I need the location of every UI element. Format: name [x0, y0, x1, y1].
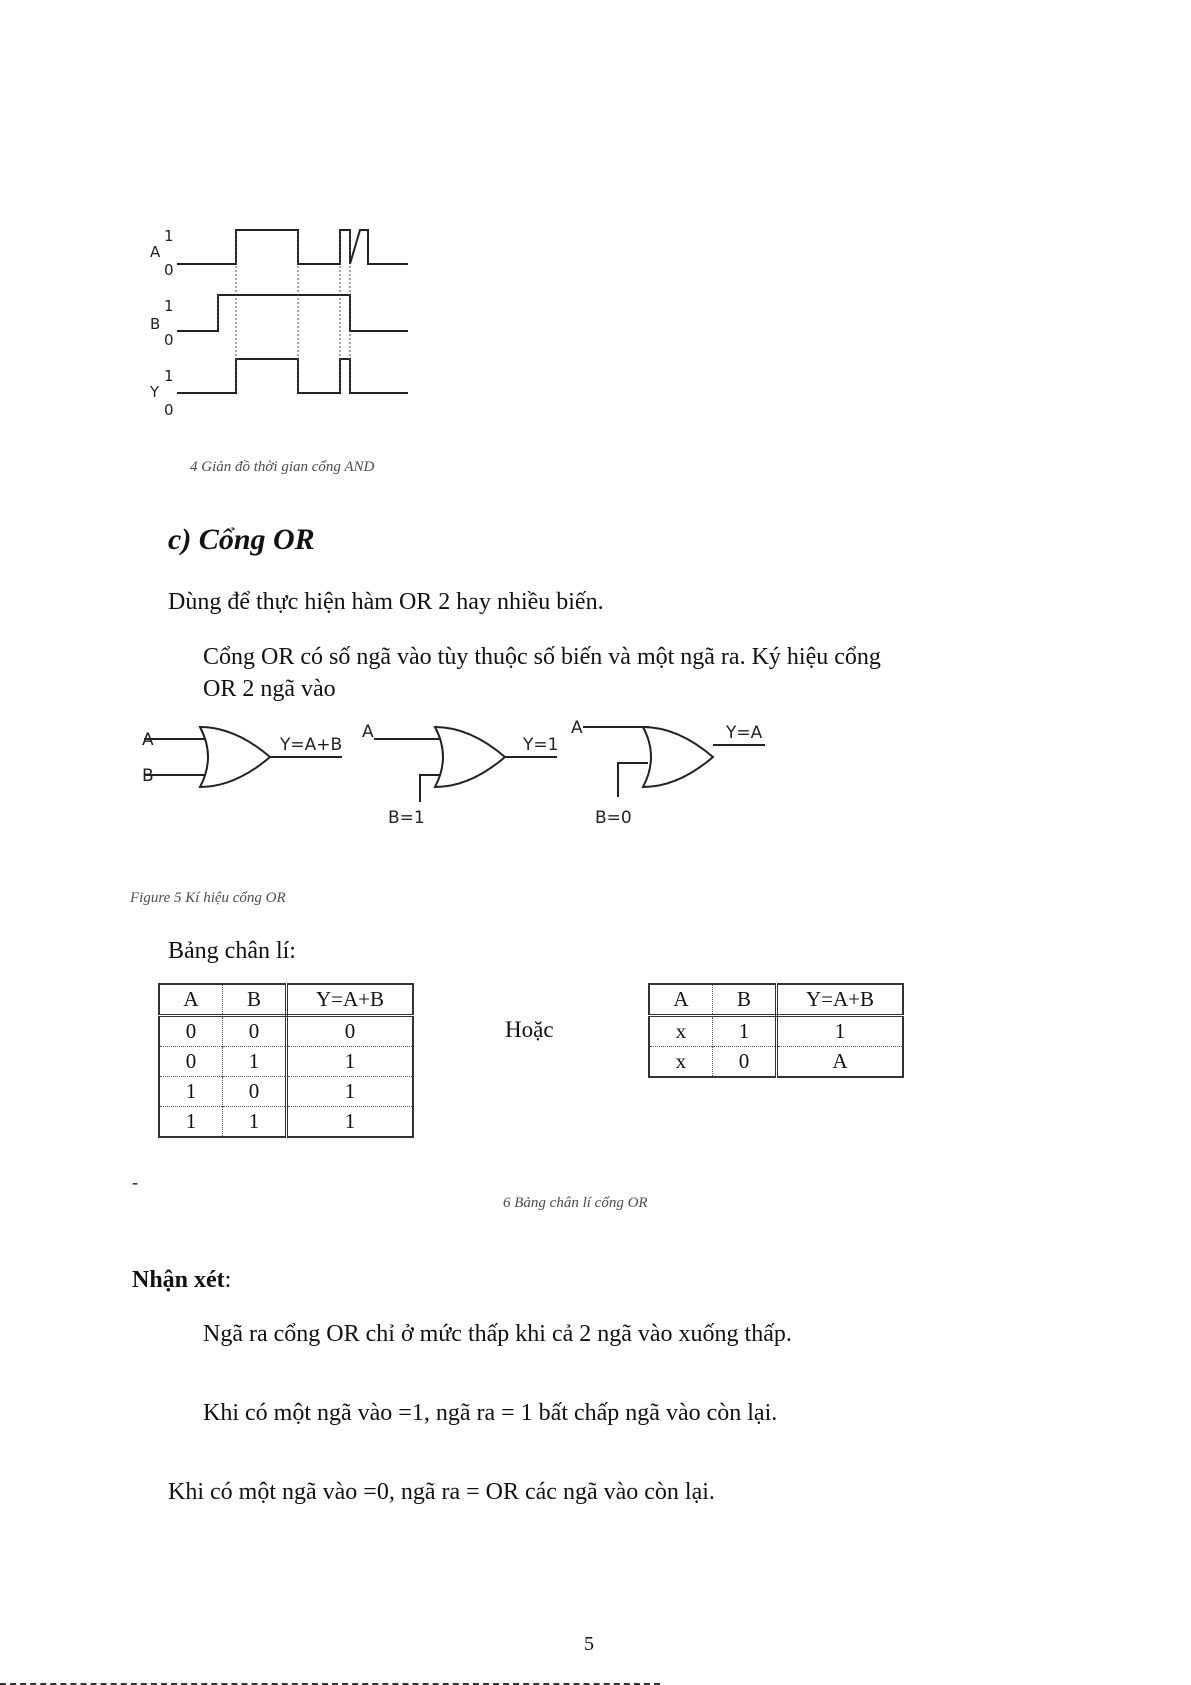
- signal-a-low: 0: [164, 261, 174, 279]
- gate-1-input-a: A: [142, 730, 154, 750]
- waveform-b: [177, 295, 408, 331]
- table-row: [159, 1077, 413, 1107]
- or-gate-symbols: [130, 712, 790, 832]
- gate-3-output: Y=A: [726, 723, 763, 743]
- description-line-1: Cổng OR có số ngã vào tùy thuộc số biến và một ngã ra. Ký hiệu cổng: [203, 644, 881, 670]
- table1-cell: 0: [159, 1047, 223, 1077]
- table1-cell: 1: [223, 1047, 287, 1077]
- truth-table-full: [158, 983, 414, 1138]
- signal-y-high: 1: [164, 367, 174, 385]
- section-heading: c) Cổng OR: [168, 523, 315, 556]
- table1-header-a: A: [159, 984, 223, 1016]
- gate-2-output: Y=1: [523, 735, 559, 755]
- table-row: [649, 1016, 903, 1047]
- description-line-2: OR 2 ngã vào: [203, 676, 336, 702]
- table1-cell: 1: [287, 1107, 414, 1138]
- signal-b-name: B: [150, 315, 161, 333]
- signal-a-high: 1: [164, 227, 174, 245]
- signal-b-high: 1: [164, 297, 174, 315]
- signal-y-name: Y: [150, 383, 160, 401]
- signal-a-name: A: [150, 243, 161, 261]
- gate-1-input-b: B: [142, 766, 154, 786]
- table2-cell: 1: [834, 1019, 846, 1043]
- remark-line-1: Ngã ra cổng OR chỉ ở mức thấp khi cả 2 ngã vào xuống thấp.: [203, 1321, 792, 1347]
- dash-mark: -: [132, 1172, 138, 1192]
- table-row: [159, 1107, 413, 1138]
- timing-diagram: [140, 225, 440, 435]
- waveform-y: [177, 359, 408, 393]
- table1-header-y: Y=A+B: [287, 984, 414, 1016]
- table1-cell: 1: [287, 1077, 414, 1107]
- truth-table-label: Bảng chân lí:: [168, 938, 296, 964]
- table1-cell: 0: [223, 1016, 287, 1047]
- gate-1-output: Y=A+B: [280, 735, 343, 755]
- remark-colon: :: [224, 1267, 232, 1293]
- remark-line-2: Khi có một ngã vào =1, ngã ra = 1 bất chấp ngã vào còn lại.: [203, 1400, 778, 1426]
- or-gate-3: [643, 727, 713, 787]
- timing-diagram-caption: 4 Giản đồ thời gian cổng AND: [190, 459, 375, 475]
- truth-table-caption: 6 Bảng chân lí cổng OR: [503, 1195, 648, 1211]
- or-word: Hoặc: [505, 1017, 554, 1042]
- table1-cell: 0: [344, 1019, 356, 1043]
- table2-header-y: Y=A+B: [777, 984, 904, 1016]
- table2-header-a: A: [649, 984, 713, 1016]
- table1-cell: 1: [287, 1047, 414, 1077]
- remark-line-3: Khi có một ngã vào =0, ngã ra = OR các ngã vào còn lại.: [168, 1479, 715, 1505]
- intro-text: Dùng để thực hiện hàm OR 2 hay nhiều biến.: [168, 589, 604, 615]
- table-row: [159, 1016, 413, 1047]
- table1-cell: 1: [159, 1107, 223, 1138]
- signal-y-low: 0: [164, 401, 174, 419]
- table1-cell: 1: [159, 1077, 223, 1107]
- or-gate-1: [200, 727, 270, 787]
- gate-3-input-b: B=0: [595, 808, 632, 828]
- waveform-a: [177, 230, 408, 264]
- page-number: 5: [584, 1633, 594, 1655]
- gate-2-input-b: B=1: [388, 808, 425, 828]
- table2-header-b: B: [713, 984, 777, 1016]
- or-gate-2: [435, 727, 505, 787]
- table1-cell: 0: [223, 1077, 287, 1107]
- table2-cell: 0: [713, 1047, 777, 1078]
- table2-cell: x: [649, 1016, 713, 1047]
- or-gate-caption: Figure 5 Kí hiệu cổng OR: [130, 890, 286, 906]
- table2-cell: A: [777, 1047, 904, 1078]
- gate-2-input-a: A: [362, 722, 374, 742]
- table-row: [159, 1047, 413, 1077]
- remark-label: Nhận xét: [132, 1267, 225, 1293]
- table1-cell: 1: [223, 1107, 287, 1138]
- table2-cell: 1: [713, 1016, 777, 1047]
- remark-heading: [132, 1264, 231, 1296]
- table2-cell: x: [649, 1047, 713, 1078]
- truth-table-short: [648, 983, 904, 1078]
- table1-header-b: B: [223, 984, 287, 1016]
- gate-3-input-a: A: [571, 718, 583, 738]
- signal-b-low: 0: [164, 331, 174, 349]
- table-row: [649, 1047, 903, 1078]
- table1-cell: 0: [159, 1016, 223, 1047]
